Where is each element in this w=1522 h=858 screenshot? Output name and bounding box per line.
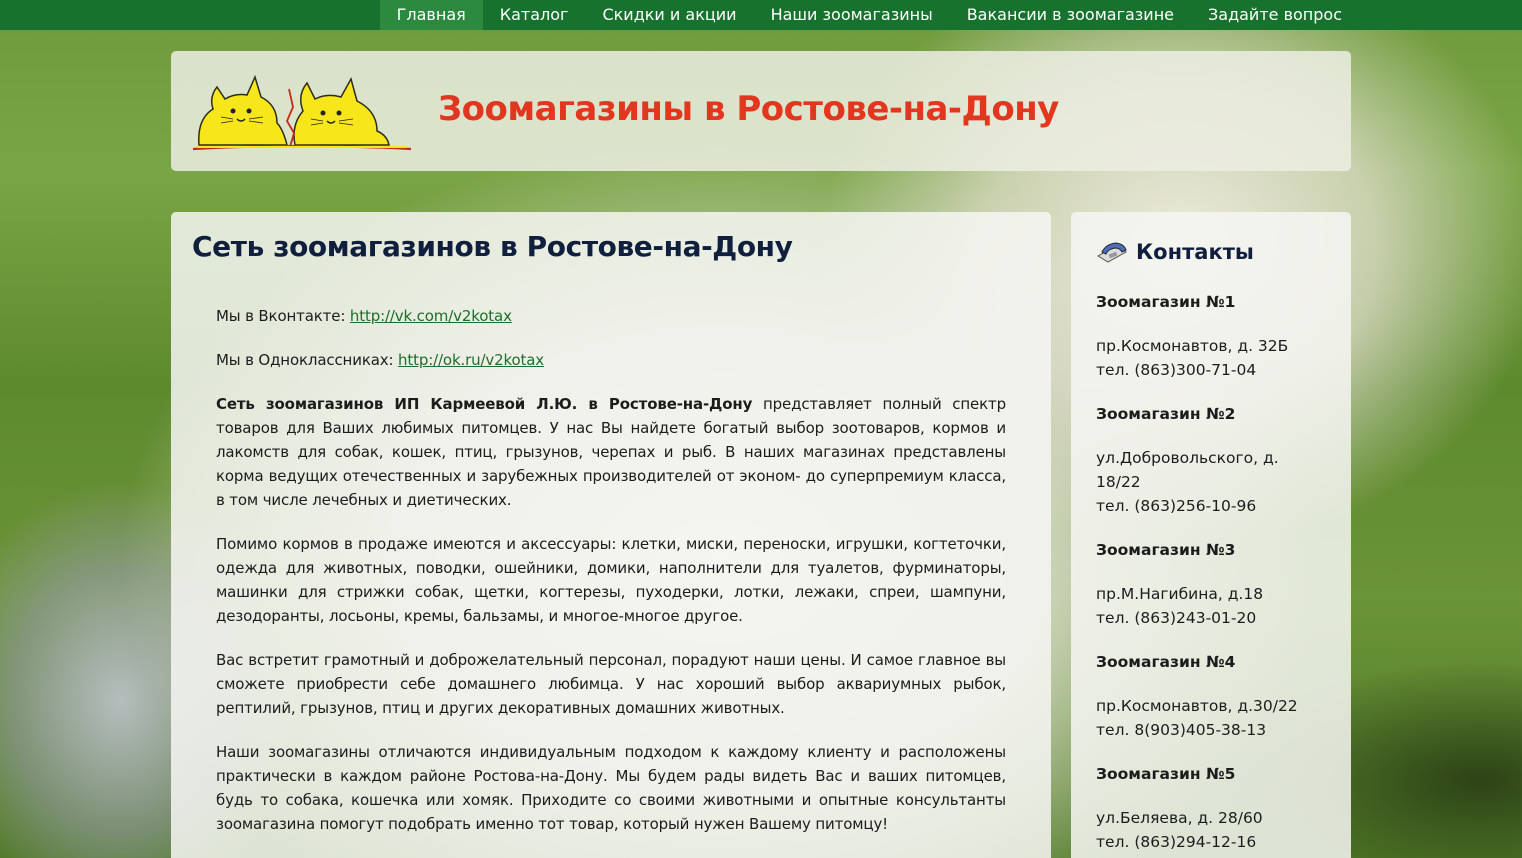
vk-link[interactable]: http://vk.com/v2kotax xyxy=(349,307,512,325)
store-address: ул.Добровольского, д. 18/22 xyxy=(1096,449,1279,491)
staff-paragraph: Вас встретит грамотный и доброжелательный персонал, порадуют наши цены. И самое главное вы сможете приобрести себе домашнего любимца. У нас хороший выбор аквариумных рыбок, рептилий, грызунов, птиц и других декоративных домашних животных. xyxy=(216,651,1006,717)
phone-icon xyxy=(1096,240,1128,264)
store-address: ул.Беляева, д. 28/60 xyxy=(1096,809,1263,827)
site-header xyxy=(171,51,1351,171)
nav-item-ask-question[interactable]: Задайте вопрос xyxy=(1208,5,1342,24)
store-phone: тел. (863)294-12-16 xyxy=(1096,833,1257,851)
article-body xyxy=(216,304,1006,856)
store-address: пр.Космонавтов, д.30/22 xyxy=(1096,697,1298,715)
main-content xyxy=(171,212,1051,858)
top-navigation xyxy=(0,0,1522,30)
store-name: Зоомагазин №1 xyxy=(1096,293,1236,311)
nav-item-catalog[interactable]: Каталог xyxy=(499,5,569,24)
store-phone: тел. (863)300-71-04 xyxy=(1096,361,1257,379)
store-name: Зоомагазин №5 xyxy=(1096,765,1236,783)
store-phone: тел. (863)243-01-20 xyxy=(1096,609,1257,627)
two-cats-logo-icon[interactable] xyxy=(191,69,413,153)
nav-item-home[interactable]: Главная xyxy=(380,0,483,30)
store-phone: тел. 8(903)405-38-13 xyxy=(1096,721,1267,739)
store-name: Зоомагазин №3 xyxy=(1096,541,1236,559)
ok-line xyxy=(216,348,1006,372)
store-address: пр.М.Нагибина, д.18 xyxy=(1096,585,1264,603)
ok-link[interactable]: http://ok.ru/v2kotax xyxy=(398,351,545,369)
intro-bold: Сеть зоомагазинов ИП Кармеевой Л.Ю. в Ростове-на-Дону xyxy=(216,395,753,413)
nav-item-stores[interactable]: Наши зоомагазины xyxy=(770,5,933,24)
site-title: Зоомагазины в Ростове-на-Дону xyxy=(438,89,1059,129)
ok-label: Мы в Одноклассниках: xyxy=(216,351,399,369)
store-name: Зоомагазин №4 xyxy=(1096,653,1236,671)
store-list xyxy=(1096,290,1326,858)
store-name: Зоомагазин №2 xyxy=(1096,405,1236,423)
contacts-title: Контакты xyxy=(1136,240,1254,264)
store-phone: тел. (863)256-10-96 xyxy=(1096,497,1257,515)
contacts-heading xyxy=(1096,240,1254,264)
vk-line xyxy=(216,304,1006,328)
store-address: пр.Космонавтов, д. 32Б xyxy=(1096,337,1289,355)
accessories-paragraph: Помимо кормов в продаже имеются и аксессуары: клетки, миски, переноски, игрушки, когтеточки, одежда для животных, поводки, ошейники, домики, наполнители для туалетов, фурминаторы, машинки для стрижки собак, щетки, когтерезы, пуходерки, лотки, лежаки, спреи, шампуни, дезодоранты, лосьоны, кремы, бальзамы, и многое-многое другое. xyxy=(216,535,1006,625)
contacts-sidebar xyxy=(1071,212,1351,858)
stores-paragraph: Наши зоомагазины отличаются индивидуальным подходом к каждому клиенту и расположены практически в каждом районе Ростова-на-Дону. Мы будем рады видеть Вас и ваших питомцев, будь то собака, кошечка или хомяк. Приходите со своими животными и опытные консультанты зоомагазина помогут подобрать именно тот товар, который нужен Вашему питомцу! xyxy=(216,743,1006,833)
vk-label: Мы в Вконтакте: xyxy=(216,307,350,325)
nav-item-discounts[interactable]: Скидки и акции xyxy=(602,5,737,24)
page-title: Сеть зоомагазинов в Ростове-на-Дону xyxy=(192,230,793,263)
nav-item-vacancies[interactable]: Вакансии в зоомагазине xyxy=(966,5,1174,24)
intro-paragraph xyxy=(216,392,1006,512)
intro-text: представляет полный спектр товаров для Ваших любимых питомцев. У нас Вы найдете богатый выбор зоотоваров, кормов и лакомств для собак, кошек, птиц, грызунов, черепах и рыб. В наших магазинах представлены корма ведущих отечественных и зарубежных производителей от эконом- до суперпремиум класса, в том числе лечебных и диетических. xyxy=(216,395,1006,509)
